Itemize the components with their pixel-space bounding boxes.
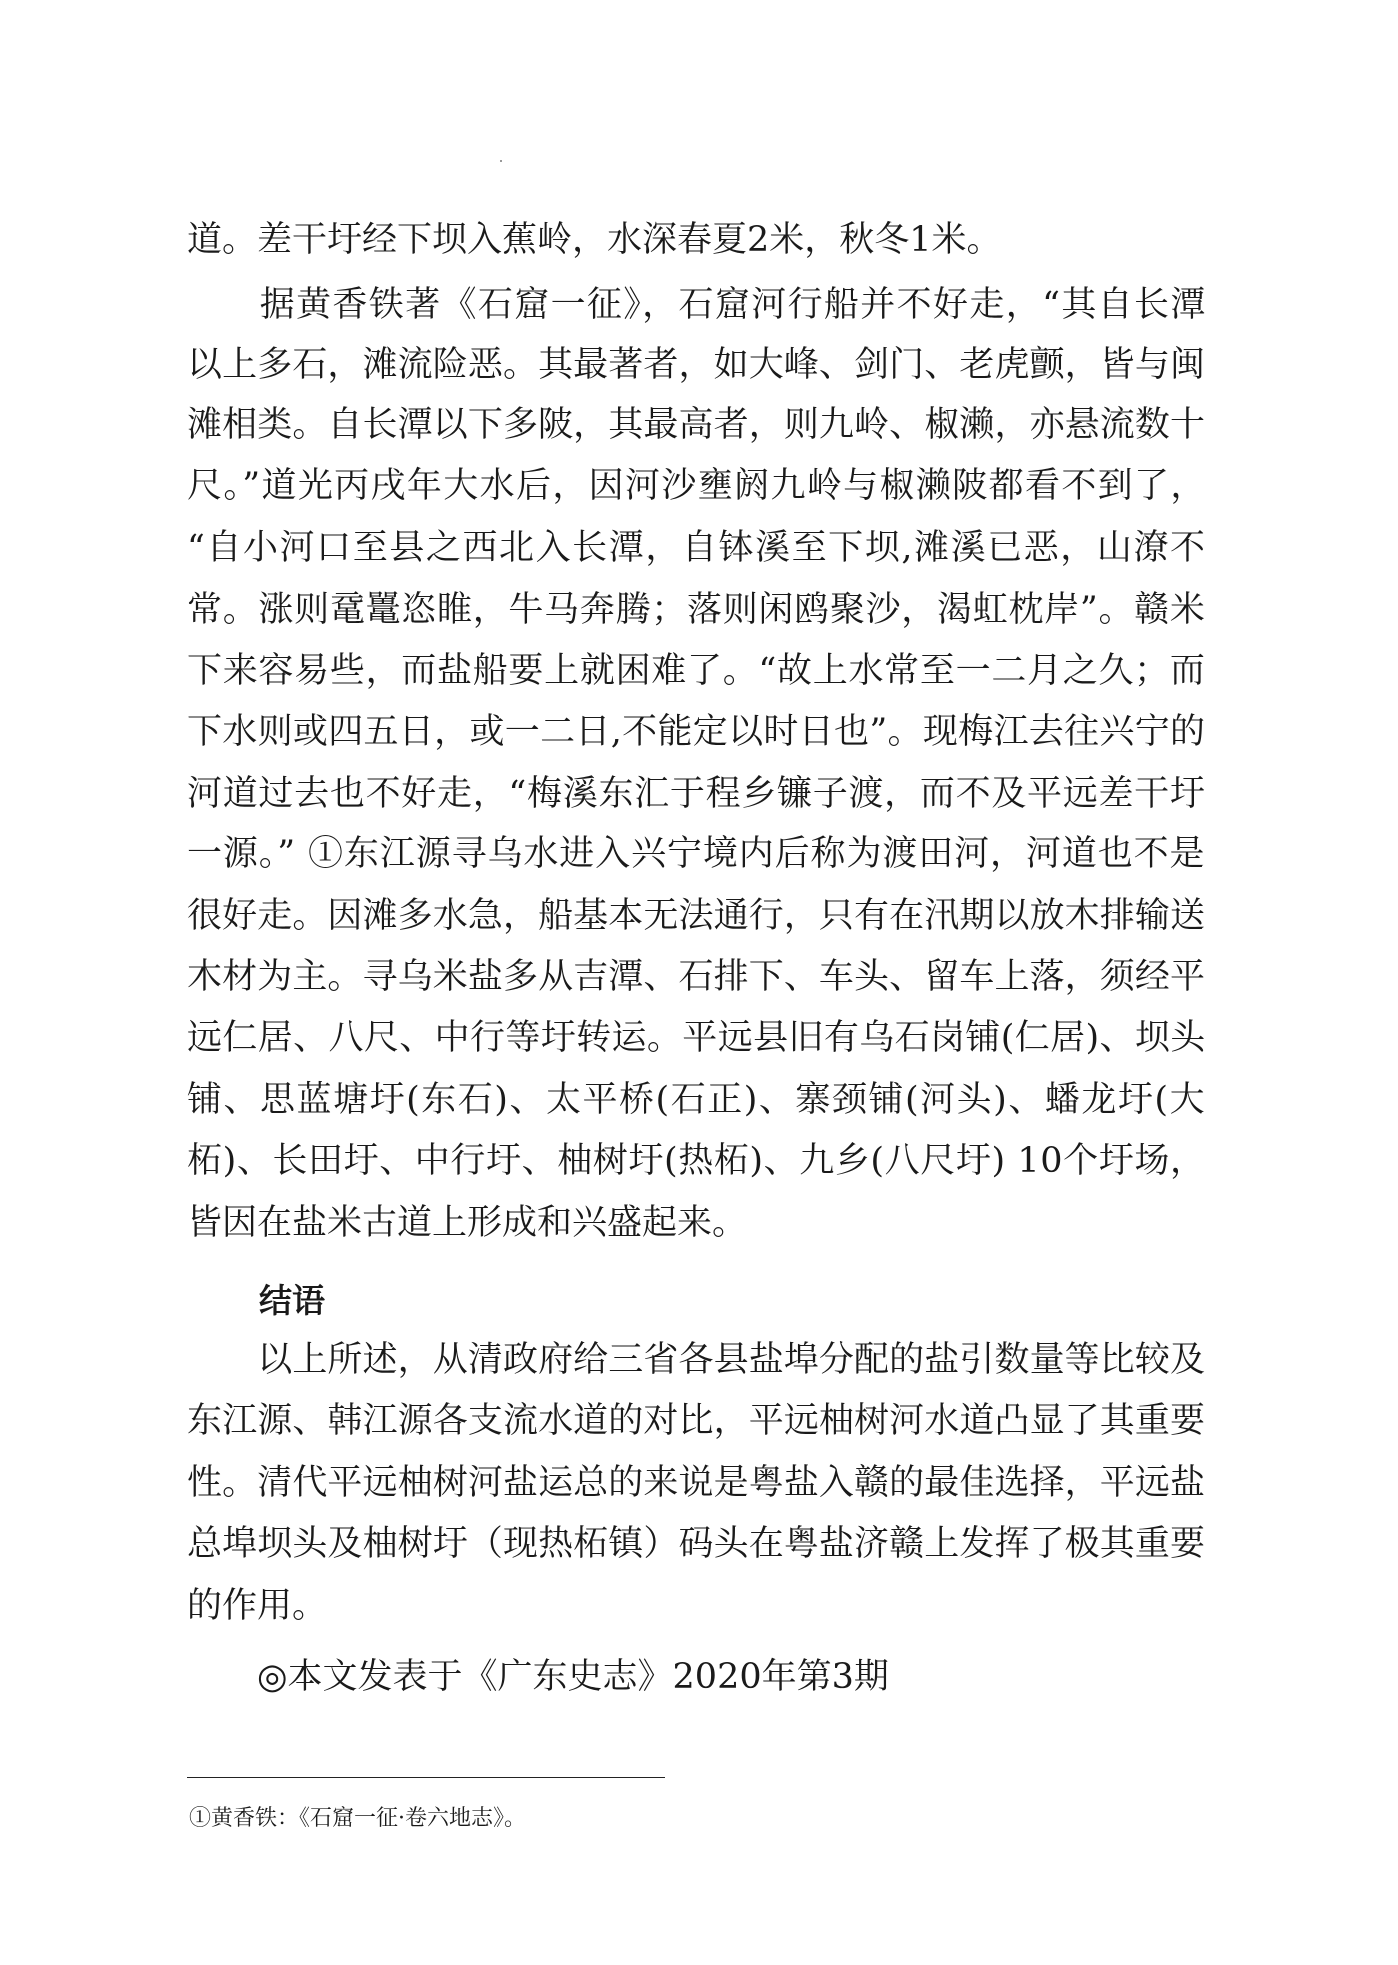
- body-line: 一源。” ①东江源寻乌水进入兴宁境内后称为渡田河，河道也不是: [187, 834, 1206, 874]
- body-line: 常。涨则鼋鼍恣睢，牛马奔腾；落则闲鸥聚沙，渴虹枕岸”。赣米: [187, 590, 1206, 630]
- body-line: 尺。”道光丙戌年大水后，因河沙壅阏九岭与椒濑陂都看不到了，: [187, 466, 1207, 506]
- body-line: 铺、思蓝塘圩(东石)、太平桥(石正)、寨颈铺(河头)、蟠龙圩(大: [187, 1080, 1207, 1120]
- body-line: 河道过去也不好走，“梅溪东汇于程乡镰子渡，而不及平远差干圩: [187, 774, 1206, 814]
- conclusion-line: 以上所述，从清政府给三省各县盐埠分配的盐引数量等比较及: [187, 1340, 1206, 1380]
- body-line: 滩相类。自长潭以下多陂，其最高者，则九岭、椒濑，亦悬流数十: [187, 405, 1206, 445]
- body-line: 柘)、长田圩、中行圩、柚树圩(热柘)、九乡(八尺圩) 10个圩场，: [187, 1141, 1206, 1181]
- body-line: 以上多石，滩流险恶。其最著者，如大峰、剑门、老虎颤，皆与闽: [187, 345, 1206, 385]
- footnote: ①黄香铁：《石窟一征·卷六地志》。: [189, 1806, 526, 1831]
- body-line: 下水则或四五日，或一二日,不能定以时日也”。现梅江去往兴宁的: [187, 712, 1206, 752]
- body-line: 木材为主。寻乌米盐多从吉潭、石排下、车头、留车上落，须经平: [187, 957, 1206, 997]
- section-heading: 结语: [259, 1281, 325, 1320]
- body-line: 皆因在盐米古道上形成和兴盛起来。: [187, 1203, 748, 1243]
- publication-note: ◎本文发表于《广东史志》2020年第3期: [187, 1657, 889, 1697]
- conclusion-line: 的作用。: [187, 1586, 328, 1626]
- footnote-divider: [187, 1777, 665, 1778]
- conclusion-line: 东江源、韩江源各支流水道的对比，平远柚树河水道凸显了其重要: [187, 1401, 1206, 1441]
- body-line: 下来容易些，而盐船要上就困难了。“故上水常至一二月之久；而: [187, 651, 1206, 691]
- body-line: 道。差干圩经下坝入蕉岭，水深春夏2米，秋冬1米。: [187, 220, 1002, 260]
- body-line: 据黄香铁著《石窟一征》，石窟河行船并不好走，“其自长潭: [187, 285, 1207, 325]
- body-line: 很好走。因滩多水急，船基本无法通行，只有在汛期以放木排输送: [187, 896, 1206, 936]
- conclusion-line: 总埠坝头及柚树圩（现热柘镇）码头在粤盐济赣上发挥了极其重要: [187, 1524, 1206, 1564]
- conclusion-line: 性。清代平远柚树河盐运总的来说是粤盐入赣的最佳选择，平远盐: [187, 1463, 1206, 1503]
- scan-speck: [500, 160, 502, 162]
- body-line: 远仁居、八尺、中行等圩转运。平远县旧有乌石岗铺(仁居)、坝头: [187, 1018, 1206, 1058]
- body-line: “自小河口至县之西北入长潭，自钵溪至下坝,滩溪已恶，山潦不: [187, 528, 1207, 568]
